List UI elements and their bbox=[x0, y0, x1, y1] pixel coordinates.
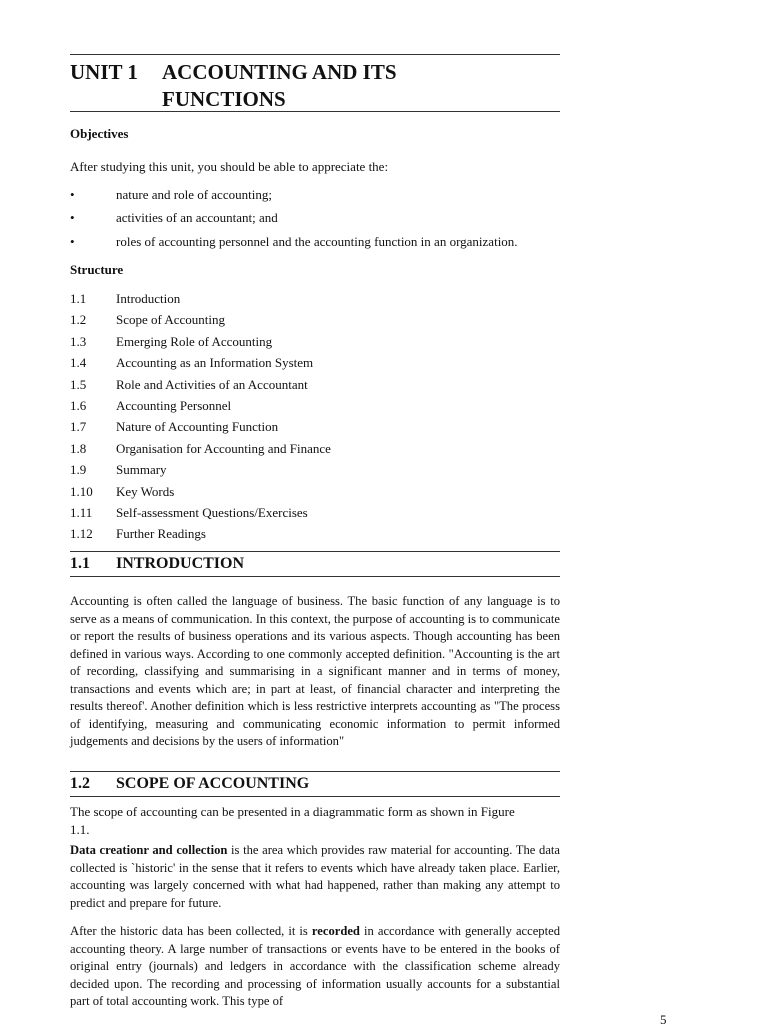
structure-item: 1.10 Key Words bbox=[70, 483, 175, 499]
structure-item: 1.7 Nature of Accounting Function bbox=[70, 419, 279, 435]
structure-item: 1.2 Scope of Accounting bbox=[70, 312, 226, 328]
bullet-icon: • bbox=[70, 187, 75, 202]
objective-item: • nature and role of accounting; bbox=[70, 187, 272, 202]
structure-list bbox=[70, 288, 331, 545]
structure-item: 1.12 Further Readings bbox=[70, 526, 206, 542]
unit-title-line2: FUNCTIONS bbox=[162, 87, 286, 111]
bullet-icon: • bbox=[70, 210, 75, 225]
unit-title-line1: ACCOUNTING AND ITS bbox=[162, 60, 397, 84]
structure-item: 1.9 Summary bbox=[70, 462, 167, 478]
data-collection-paragraph: Data creationr and collection is the area which provides raw material for accounting. The data collected is `historic' in the sense that it refers to events which have already taken place. Earlier, accounting was largely concerned with what had happened, rather than making any attempt to predict and prepare for future. bbox=[70, 843, 561, 910]
bullet-icon: • bbox=[70, 234, 75, 249]
structure-heading: Structure bbox=[70, 262, 124, 277]
objective-item: • activities of an accountant; and bbox=[70, 210, 278, 225]
structure-item: 1.3 Emerging Role of Accounting bbox=[70, 333, 273, 349]
introduction-paragraph: Accounting is often called the language of business. The basic function of any language is to serve as a means of communication. In this context, the purpose of accounting is to communicate or report the results of business operations and its various aspects. Though accounting has been defined in various ways. According to one commonly accepted definition. "Accounting is the art of recording, classifying and summarising in a significant manner and in terms of money, transactions and events which are; in part at least, of financial character and interpreting the results thereof'. Another definition which is less restrictive interprets accounting as "The process of identifying, measuring and communicating economic information to permit informed judgements and decisions by the users of information" bbox=[70, 594, 560, 748]
section-heading-scope: 1.2 SCOPE OF ACCOUNTING bbox=[70, 771, 560, 797]
structure-item: 1.11 Self-assessment Questions/Exercises bbox=[70, 504, 308, 520]
objectives-intro: After studying this unit, you should be able to appreciate the: bbox=[70, 159, 389, 174]
recording-paragraph: After the historic data has been collected, it is recorded in accordance with generally accepted accounting theory. A large number of transactions or events have to be entered in the books of original entry (journals) and ledgers in accordance with the classification scheme already decided upon. The recording and processing of information usually accounts for a substantial part of total accounting work. This type of bbox=[70, 924, 560, 1008]
page-number: 5 bbox=[660, 1012, 667, 1027]
objectives-heading: Objectives bbox=[70, 126, 129, 141]
structure-item: 1.8 Organisation for Accounting and Finance bbox=[70, 440, 331, 456]
objective-item: • roles of accounting personnel and the accounting function in an organization. bbox=[70, 234, 518, 249]
structure-item: 1.1 Introduction bbox=[70, 291, 181, 306]
structure-item: 1.5 Role and Activities of an Accountant bbox=[70, 376, 308, 392]
unit-number: UNIT 1 bbox=[70, 60, 138, 84]
structure-item: 1.6 Accounting Personnel bbox=[70, 397, 232, 413]
unit-heading bbox=[70, 54, 560, 112]
scope-intro-paragraph: The scope of accounting can be presented in a diagrammatic form as shown in Figure 1.1. bbox=[70, 804, 515, 837]
structure-item: 1.4 Accounting as an Information System bbox=[70, 355, 314, 371]
section-heading-introduction: 1.1 INTRODUCTION bbox=[70, 551, 560, 577]
